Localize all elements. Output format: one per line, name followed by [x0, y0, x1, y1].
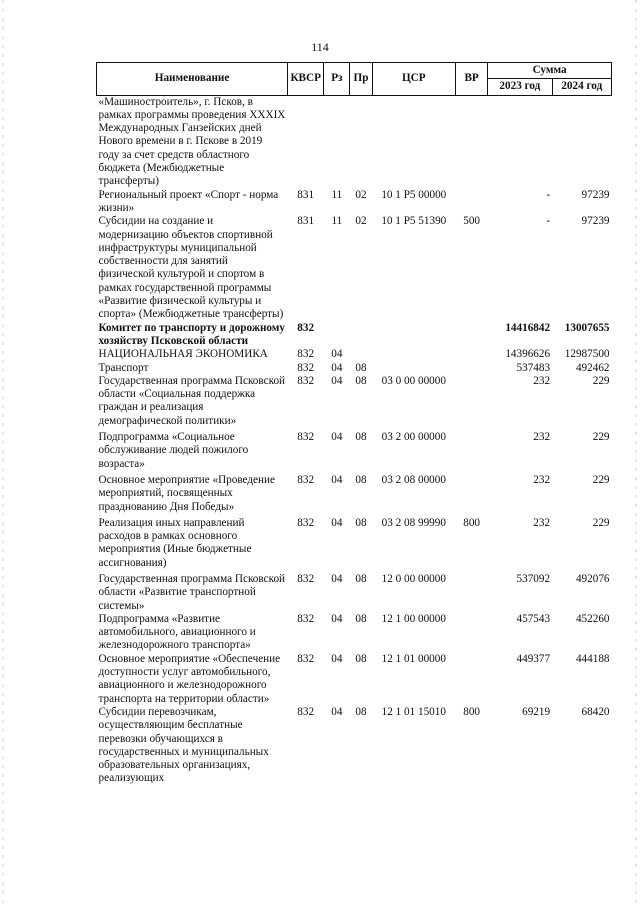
row-kvsr: 832 — [297, 652, 315, 665]
header-kvsr: КВСР — [288, 63, 324, 96]
row-name: Транспорт — [98, 361, 149, 374]
row-sum-2023: - — [546, 215, 551, 228]
row-kvsr: 831 — [297, 188, 315, 201]
table-row — [97, 471, 612, 514]
row-csr: 03 0 00 00000 — [381, 374, 446, 387]
header-pr: Пр — [350, 63, 372, 96]
row-kvsr: 832 — [297, 361, 315, 374]
row-sum-2024: 492462 — [575, 361, 610, 374]
row-pr: 08 — [355, 473, 367, 486]
row-csr: 10 1 Р5 00000 — [381, 188, 447, 201]
row-name: Подпрограмма «Социальное обслуживание людей пожилого возраста» — [98, 431, 249, 470]
header-year-2024: 2024 год — [552, 79, 611, 95]
row-rz: 04 — [331, 652, 343, 665]
row-sum-2023: 232 — [533, 516, 551, 529]
header-name: Наименование — [97, 63, 288, 96]
row-vr — [456, 570, 488, 613]
table-row — [97, 570, 612, 613]
row-sum-2024: 444188 — [575, 652, 610, 665]
table-row — [97, 362, 612, 375]
row-vr — [456, 375, 488, 428]
table-row — [97, 189, 612, 216]
row-vr — [456, 428, 488, 471]
row-sum-2024: 229 — [592, 431, 610, 444]
row-kvsr: 832 — [297, 473, 315, 486]
row-sum-2024: 68420 — [581, 705, 610, 718]
row-sum-2024: 13007655 — [564, 321, 610, 334]
row-sum-2024: 492076 — [575, 572, 610, 585]
row-pr — [350, 322, 372, 349]
row-csr: 03 2 00 00000 — [381, 431, 446, 444]
table-header — [97, 63, 612, 96]
row-name: НАЦИОНАЛЬНАЯ ЭКОНОМИКА — [98, 348, 268, 361]
row-kvsr: 832 — [297, 431, 315, 444]
budget-table — [96, 62, 612, 786]
row-sum-2024: 97239 — [581, 215, 610, 228]
row-vr — [456, 653, 488, 706]
row-kvsr: 832 — [297, 374, 315, 387]
row-sum-2023: 457543 — [516, 612, 551, 625]
table-row — [97, 706, 612, 786]
row-csr: 12 0 00 00000 — [381, 572, 446, 585]
row-sum-2023: 232 — [533, 374, 551, 387]
row-csr — [372, 95, 455, 189]
row-name: Основное мероприятие «Обеспечение доступности услуг автомобильного, авиационного и железнодорожного транспорта на территории области» — [98, 652, 281, 705]
header-vr: ВР — [456, 63, 488, 96]
row-sum-2024: 97239 — [581, 188, 610, 201]
row-pr: 08 — [355, 361, 367, 374]
row-rz: 04 — [331, 361, 343, 374]
row-kvsr: 831 — [297, 215, 315, 228]
scan-right-edge — [635, 0, 637, 905]
row-csr — [372, 362, 455, 375]
row-csr: 12 1 00 00000 — [381, 612, 446, 625]
table-row — [97, 348, 612, 361]
scan-left-edge — [2, 0, 4, 905]
row-kvsr: 832 — [297, 705, 315, 718]
row-name: Комитет по транспорту и дорожному хозяйству Псковской области — [98, 321, 285, 347]
table-row — [97, 375, 612, 428]
row-sum-2024: 229 — [592, 374, 610, 387]
row-vr — [456, 362, 488, 375]
row-rz: 04 — [331, 572, 343, 585]
row-rz: 04 — [331, 431, 343, 444]
row-pr: 08 — [355, 572, 367, 585]
table-row — [97, 653, 612, 706]
table-row — [97, 322, 612, 349]
header-sum: Сумма — [488, 63, 612, 79]
row-name: Подпрограмма «Развитие автомобильного, авиационного и железнодорожного транспорта» — [98, 612, 256, 652]
row-csr: 03 2 08 99990 — [381, 516, 446, 529]
row-name: Реализация иных направлений расходов в рамках основного мероприятия (Иные бюджетные ассигнования) — [98, 516, 252, 569]
row-rz: 04 — [331, 374, 343, 387]
row-vr — [456, 189, 488, 216]
row-name: «Машиностроитель», г. Псков, в рамках программы проведения XXXIX Международных Ганзейских дней Нового времени в г. Пскове в 2019 году за счет средств областного бюджета (Межбюджетные трансферты) — [98, 95, 286, 188]
row-name: Государственная программа Псковской области «Социальная поддержка граждан и реализация демографической политики» — [98, 374, 286, 427]
row-sum-2023 — [488, 95, 552, 189]
row-rz: 04 — [331, 516, 343, 529]
row-csr: 12 1 01 15010 — [381, 705, 446, 718]
header-rz: Рз — [324, 63, 350, 96]
row-sum-2023: 537092 — [516, 572, 551, 585]
row-kvsr — [288, 95, 324, 189]
row-sum-2023: - — [546, 188, 551, 201]
row-vr — [456, 613, 488, 653]
header-csr: ЦСР — [372, 63, 455, 96]
row-vr: 500 — [463, 215, 480, 228]
row-name: Государственная программа Псковской области «Развитие транспортной системы» — [98, 572, 286, 612]
row-kvsr: 832 — [297, 516, 315, 529]
row-pr: 08 — [355, 705, 367, 718]
table-row — [97, 215, 612, 321]
row-vr — [456, 471, 488, 514]
row-pr — [350, 348, 372, 361]
row-csr: 10 1 Р5 51390 — [381, 215, 447, 228]
row-kvsr: 832 — [297, 321, 315, 334]
row-sum-2024: 12987500 — [564, 348, 610, 361]
row-rz: 04 — [331, 612, 343, 625]
row-pr: 02 — [355, 215, 367, 228]
row-kvsr: 832 — [297, 348, 315, 361]
page-number: 114 — [311, 40, 329, 54]
row-kvsr: 832 — [297, 572, 315, 585]
row-rz: 04 — [331, 705, 343, 718]
row-sum-2023: 449377 — [516, 652, 551, 665]
row-name: Субсидии на создание и модернизацию объектов спортивной инфраструктуры муниципальной собственности для занятий физической культурой и спортом в рамках государственной программы «Развитие физической культуры и спорта» (Межбюджетные трансферты) — [98, 215, 284, 321]
row-sum-2023: 537483 — [516, 361, 551, 374]
row-name: Субсидии перевозчикам, осуществляющим бесплатные перевозки обучающихся в государственных и муниципальных образовательных организациях, реализующих — [98, 705, 269, 785]
row-vr — [456, 95, 488, 189]
row-name: Основное мероприятие «Проведение мероприятий, посвященных празднованию Дня Победы» — [98, 473, 275, 513]
row-rz: 11 — [331, 215, 343, 228]
row-rz — [324, 95, 350, 189]
row-pr: 08 — [355, 431, 367, 444]
table-row — [97, 514, 612, 570]
row-rz: 11 — [331, 188, 343, 201]
row-sum-2024: 452260 — [575, 612, 610, 625]
row-pr: 08 — [355, 516, 367, 529]
row-rz: 04 — [331, 348, 343, 361]
row-pr: 02 — [355, 188, 367, 201]
row-vr: 800 — [463, 705, 480, 718]
row-sum-2023: 232 — [533, 473, 551, 486]
row-csr — [372, 322, 455, 349]
row-vr: 800 — [463, 516, 480, 529]
row-pr: 08 — [355, 652, 367, 665]
row-sum-2023: 232 — [533, 431, 551, 444]
row-pr — [350, 95, 372, 189]
table-row — [97, 428, 612, 471]
table-body — [97, 95, 612, 786]
row-sum-2024: 229 — [592, 516, 610, 529]
row-rz — [324, 322, 350, 349]
row-csr — [372, 348, 455, 361]
header-year-2023: 2023 год — [488, 79, 552, 95]
row-kvsr: 832 — [297, 612, 315, 625]
table-row — [97, 613, 612, 653]
table-row — [97, 95, 612, 189]
row-rz: 04 — [331, 473, 343, 486]
row-pr: 08 — [355, 612, 367, 625]
row-csr: 12 1 01 00000 — [381, 652, 446, 665]
row-sum-2024 — [552, 95, 611, 189]
row-sum-2023: 69219 — [522, 705, 551, 718]
row-name: Региональный проект «Спорт - норма жизни» — [98, 188, 279, 214]
row-sum-2024: 229 — [592, 473, 610, 486]
row-sum-2023: 14416842 — [505, 321, 551, 334]
row-sum-2023: 14396626 — [505, 348, 551, 361]
row-csr: 03 2 08 00000 — [381, 473, 446, 486]
row-pr: 08 — [355, 374, 367, 387]
row-vr — [456, 348, 488, 361]
row-vr — [456, 322, 488, 349]
